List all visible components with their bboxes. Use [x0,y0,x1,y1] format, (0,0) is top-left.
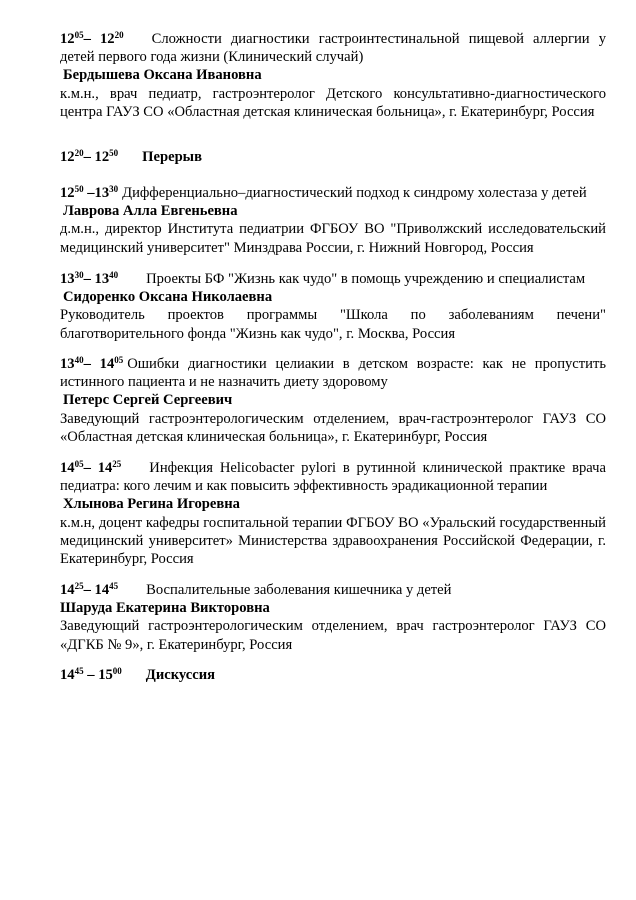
session-entry [60,355,606,446]
session-time: $13^{30}-$ $13^{40}$ [60,270,119,287]
session-heading [60,581,606,599]
session-entry [60,459,606,568]
speaker-affiliation: Заведующий гастроэнтерологическим отделением, врач-гастроэнтеролог ГАУЗ СО «Областная детская клиническая больница», г. Екатеринбург, Россия [60,410,606,445]
speaker-affiliation: д.м.н., директор Института педиатрии ФГБОУ ВО "Приволжский исследовательский медицинский университет" Минздрава России, г. Нижний Новгород, Россия [60,221,606,256]
session-heading [60,30,606,66]
session-title: Дифференциально–диагностический подход к синдрому холестаза у детей [122,185,587,201]
session-title: Перерыв [142,149,202,165]
session-heading [60,355,606,391]
session-title: Инфекция Helicobacter pylori в рутинной клинической практике врача педиатра: кого лечим и как повысить эффективность эрадикационной терапии [60,460,606,495]
session-title: Сложности диагностики гастроинтестинальной пищевой аллергии у детей первого года жизни (Клинический случай) [60,31,606,66]
session-time: $12^{50}$ $-13^{30}$ [60,184,119,201]
speaker-name: Сидоренко Оксана Николаевна [63,289,273,306]
session-entry [60,184,606,257]
session-entry [60,581,606,654]
session-heading [60,148,606,166]
session-title: Дискуссия [145,667,216,683]
session-entry [60,30,606,121]
session-heading [60,184,606,202]
session-time: $14^{45} - 15^{00}$ [60,666,122,683]
speaker-affiliation: Заведующий гастроэнтерологическим отделением, врач гастроэнтеролог ГАУЗ СО «ДГКБ № 9», г. Екатеринбург, Россия [60,618,606,653]
session-time: $12^{20}-$ $12^{50}$ [60,148,119,165]
speaker-affiliation: Руководитель проектов программы "Школа по заболеваниям печени" благотворительного фонда "Жизнь как чудо", г. Москва, Россия [60,307,606,342]
session-heading [60,459,606,495]
session-entry [60,148,606,166]
session-title: Воспалительные заболевания кишечника у детей [146,582,452,598]
speaker-name: Хлынова Регина Игоревна [63,496,240,513]
speaker-affiliation: к.м.н., врач педиатр, гастроэнтеролог Детского консультативно-диагностического центра ГАУЗ СО «Областная детская клиническая больница», г. Екатеринбург, Россия [60,85,606,120]
speaker-name: Петерс Сергей Сергеевич [63,392,233,409]
speaker-name: Шаруда Екатерина Викторовна [60,600,270,617]
session-title: Проекты БФ "Жизнь как чудо" в помощь учреждению и специалистам [146,271,586,287]
session-entry [60,666,606,684]
session-heading [60,666,606,684]
speaker-name: Бердышева Оксана Ивановна [63,67,262,84]
session-heading [60,270,606,288]
session-time: $14^{25}-$ $14^{45}$ [60,581,119,598]
speaker-name: Лаврова Алла Евгеньевна [63,203,238,220]
session-time: $12^{05}-$ $12^{20}$ [60,30,124,47]
session-time: $14^{05}-$ $14^{25}$ [60,459,122,476]
speaker-affiliation: к.м.н, доцент кафедры госпитальной терапии ФГБОУ ВО «Уральский государственный медицинский университет» Министерства здравоохранения Российской Федерации, г. Екатеринбург, Россия [60,514,606,568]
session-entry [60,270,606,343]
session-title: Ошибки диагностики целиакии в детском возрасте: как не пропустить истинного пациента и не назначить диету здоровому [60,356,607,391]
session-time: $13^{40}-$ $14^{05}$ [60,355,124,372]
